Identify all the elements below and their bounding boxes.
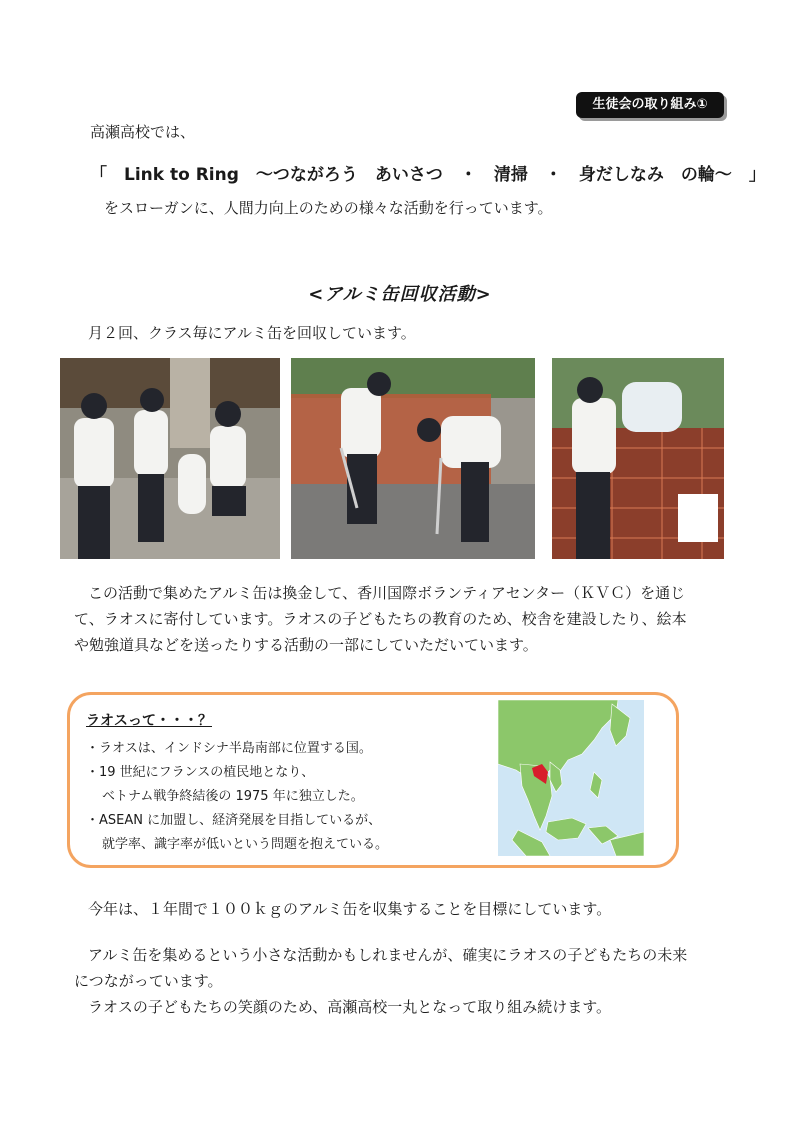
laos-info-title: ラオスって・・・？ <box>86 713 212 729</box>
closing-line-1: アルミ缶を集めるという小さな活動かもしれませんが、確実にラオスの子どもたちの未来 <box>88 946 688 964</box>
photo-students-picking <box>291 358 535 559</box>
laos-info-line: ・ASEAN に加盟し、経済発展を目指しているが、 <box>86 813 382 828</box>
closing-line-3: ラオスの子どもたちの笑顔のため、高瀬高校一丸となって取り組み続けます。 <box>88 998 612 1016</box>
section-heading: <アルミ缶回収活動> <box>308 284 492 305</box>
section-badge: 生徒会の取り組み① <box>576 92 724 118</box>
laos-info-line: ベトナム戦争終結後の 1975 年に独立した。 <box>102 789 364 804</box>
laos-info-line: ・ラオスは、インドシナ半島南部に位置する国。 <box>86 741 372 756</box>
goal-text: 今年は、１年間で１００ｋｇのアルミ缶を収集することを目標にしています。 <box>88 900 612 918</box>
southeast-asia-map <box>498 700 644 856</box>
paragraph-line-1: この活動で集めたアルミ缶は換金して、香川国際ボランティアセンター（ＫＶＣ）を通じ <box>88 584 686 602</box>
slogan-followup: をスローガンに、人間力向上のための様々な活動を行っています。 <box>104 199 553 217</box>
laos-info-line: 就学率、識字率が低いという問題を抱えている。 <box>102 837 389 852</box>
monthly-text: 月２回、クラス毎にアルミ缶を回収しています。 <box>88 324 416 342</box>
paragraph-line-3: や勉強道具などを送ったりする活動の一部にしていただいています。 <box>74 636 538 654</box>
paragraph-line-2: て、ラオスに寄付しています。ラオスの子どもたちの教育のため、校舎を建設したり、絵本 <box>74 610 687 628</box>
photo-students-collecting <box>60 358 280 559</box>
slogan: 「 Link to Ring ～つながろう あいさつ ・ 清掃 ・ 身だしなみ の輪～ 」 <box>90 165 766 185</box>
intro-text: 高瀬高校では、 <box>90 123 196 141</box>
photo-collection-cage <box>552 358 724 559</box>
closing-line-2: につながっています。 <box>74 972 223 990</box>
laos-info-line: ・19 世紀にフランスの植民地となり、 <box>86 765 315 780</box>
